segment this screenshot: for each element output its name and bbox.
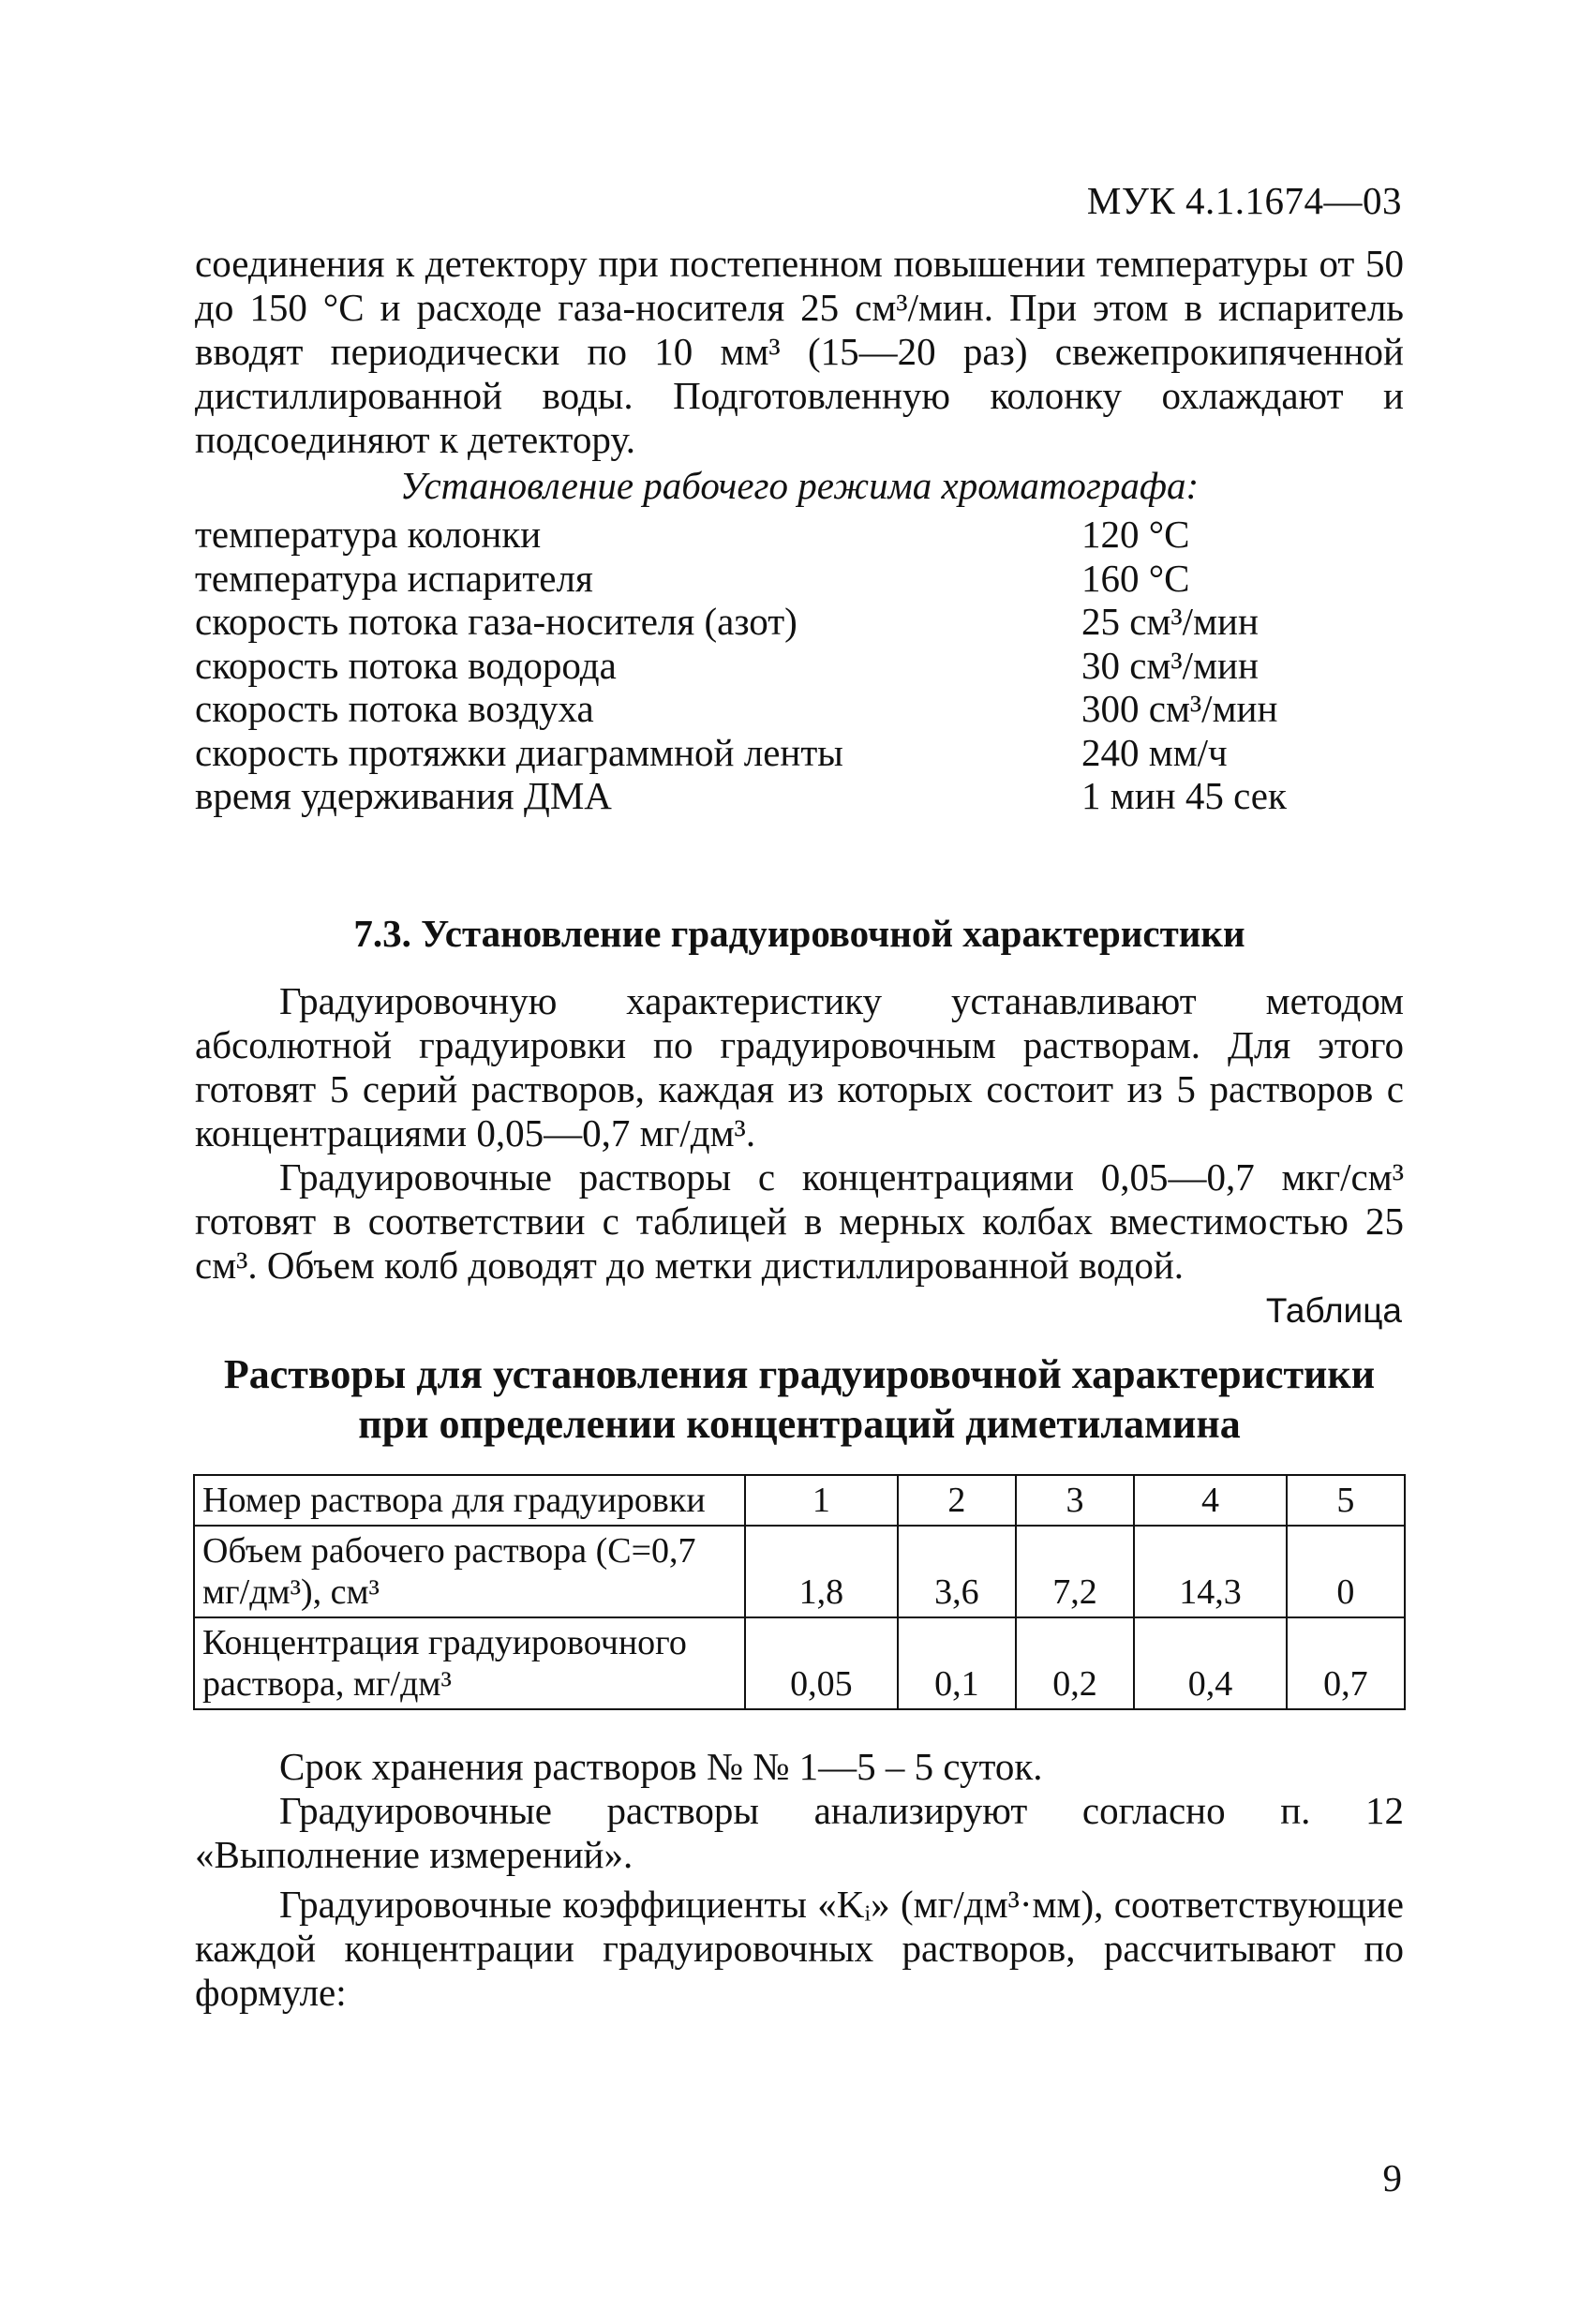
param-row	[195, 731, 1404, 775]
param-row	[195, 644, 1404, 688]
table-cell: 1	[745, 1475, 898, 1526]
document-code: МУК 4.1.1674—03	[1086, 179, 1402, 222]
param-value: 160 °С	[1081, 556, 1190, 600]
regime-heading-block	[195, 463, 1404, 508]
intro-paragraph: соединения к детектору при постепенном повышении температуры от 50 до 150 °С и расходе газа-носителя 25 см³/мин. При этом в испаритель вводят периодически по 10 мм³ (15—20 раз) свежепрокипяченной дистиллированной воды. Подготовленную колонку охлаждают и подсоединяют к детектору.	[195, 242, 1404, 461]
row-label: Объем рабочего раствора (С=0,7 мг/дм³), см³	[194, 1526, 745, 1617]
section-body	[195, 979, 1404, 1288]
table-cell: 1,8	[745, 1526, 898, 1617]
table-row	[194, 1475, 1405, 1526]
calibration-table	[193, 1474, 1406, 1710]
table-cell: 0,1	[898, 1617, 1016, 1709]
row-label: Номер раствора для градуировки	[194, 1475, 745, 1526]
section-title: 7.3. Установление градуировочной характеристики	[353, 912, 1245, 955]
table-cell: 2	[898, 1475, 1016, 1526]
section-paragraph-1: Градуировочную характеристику устанавливают методом абсолютной градуировки по градуировочным растворам. Для этого готовят 5 серий растворов, каждая из которых состоит из 5 растворов с концентрациями 0,05—0,7 мг/дм³.	[195, 979, 1404, 1155]
param-value: 1 мин 45 сек	[1081, 774, 1287, 817]
table-cell: 7,2	[1016, 1526, 1134, 1617]
param-value: 120 °С	[1081, 513, 1190, 556]
table-cell: 14,3	[1134, 1526, 1287, 1617]
param-value: 25 см³/мин	[1081, 600, 1259, 643]
after-table-body	[195, 1745, 1404, 2015]
param-row	[195, 557, 1404, 601]
table-cell: 3	[1016, 1475, 1134, 1526]
param-name: скорость потока водорода	[195, 643, 617, 687]
table-title	[195, 1349, 1404, 1449]
param-value: 30 см³/мин	[1081, 643, 1259, 687]
table-title-line-2: при определении концентраций диметиламина	[358, 1401, 1241, 1447]
section-paragraph-2: Градуировочные растворы с концентрациями 0,05—0,7 мкг/см³ готовят в соответствии с таблицей в мерных колбах вместимостью 25 см³. Объем колб доводят до метки дистиллированной водой.	[195, 1155, 1404, 1287]
coefficients-paragraph: Градуировочные коэффициенты «Kᵢ» (мг/дм³·мм), соответствующие каждой концентрации градуировочных растворов, рассчитывают по формуле:	[195, 1883, 1404, 2014]
table-label: Таблица	[1265, 1291, 1402, 1330]
param-value: 300 см³/мин	[1081, 687, 1278, 730]
regime-heading: Установление рабочего режима хроматографа:	[399, 464, 1200, 507]
table-cell: 0,05	[745, 1617, 898, 1709]
param-name: скорость потока воздуха	[195, 687, 594, 730]
param-row	[195, 774, 1404, 818]
param-name: температура испарителя	[195, 556, 593, 600]
param-name: скорость потока газа-носителя (азот)	[195, 600, 798, 643]
param-name: температура колонки	[195, 513, 542, 556]
regime-params	[195, 513, 1404, 818]
table-row	[194, 1526, 1405, 1617]
param-value: 240 мм/ч	[1081, 730, 1228, 774]
param-row	[195, 687, 1404, 731]
table-cell: 0,7	[1287, 1617, 1405, 1709]
row-label: Концентрация градуировочного раствора, мг/дм³	[194, 1617, 745, 1709]
table-cell: 5	[1287, 1475, 1405, 1526]
param-row	[195, 600, 1404, 644]
param-name: время удерживания ДМА	[195, 774, 612, 817]
table-cell: 0,2	[1016, 1617, 1134, 1709]
intro-block	[195, 242, 1404, 462]
table-title-line-1: Растворы для установления градуировочной характеристики	[223, 1351, 1376, 1397]
table-row	[194, 1617, 1405, 1709]
param-name: скорость протяжки диаграммной ленты	[195, 730, 843, 774]
table-cell: 0	[1287, 1526, 1405, 1617]
analysis-paragraph: Градуировочные растворы анализируют согласно п. 12 «Выполнение измерений».	[195, 1789, 1404, 1876]
page-number: 9	[1382, 2156, 1402, 2199]
table-cell: 3,6	[898, 1526, 1016, 1617]
table-cell: 4	[1134, 1475, 1287, 1526]
param-row	[195, 513, 1404, 557]
storage-paragraph: Срок хранения растворов № № 1—5 – 5 суток.	[279, 1745, 1043, 1788]
table-cell: 0,4	[1134, 1617, 1287, 1709]
